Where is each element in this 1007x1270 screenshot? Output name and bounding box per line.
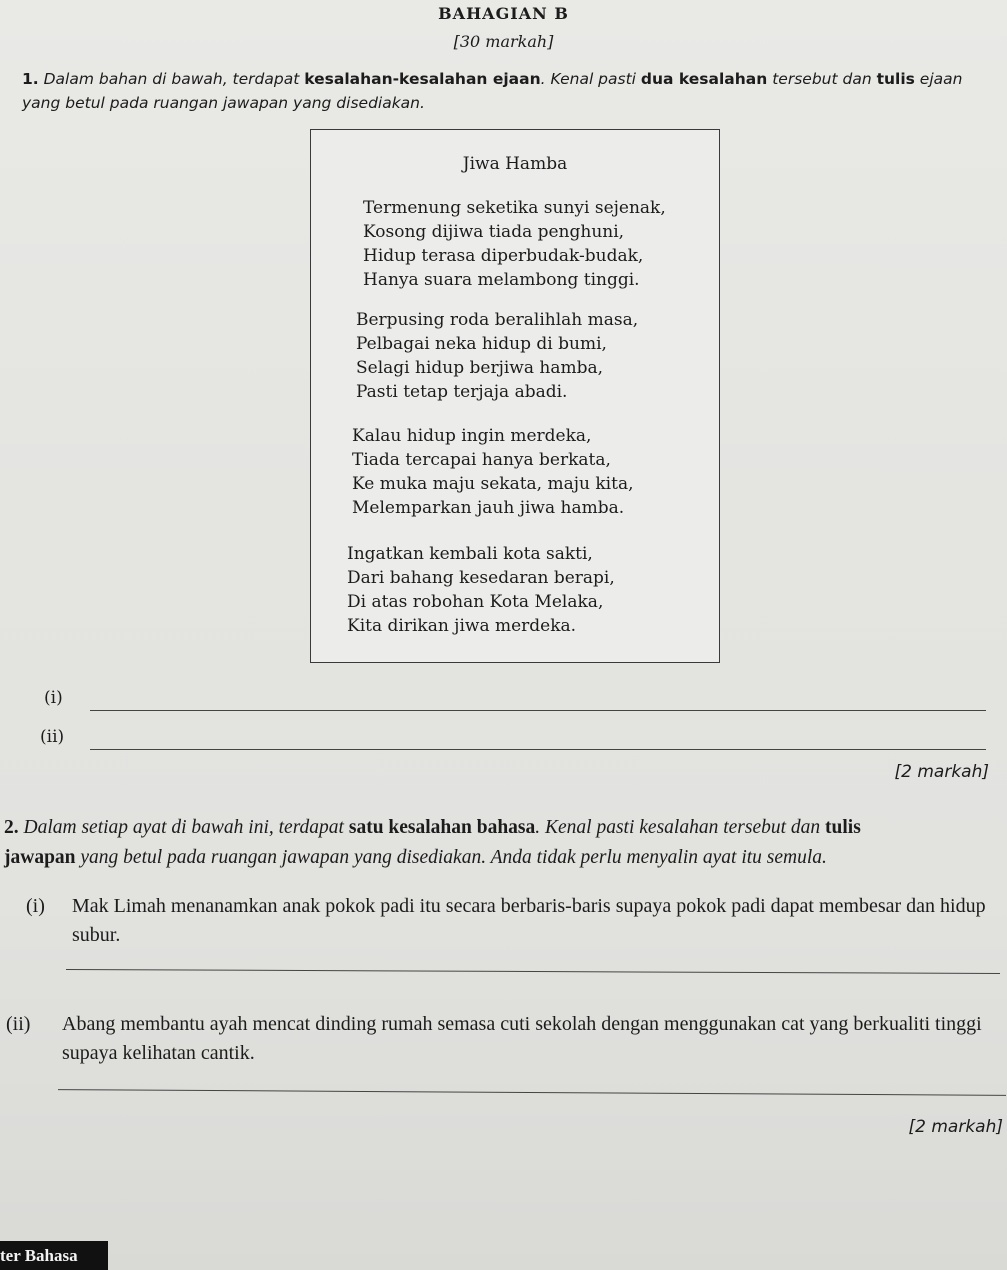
section-marks: [30 markah]: [453, 32, 554, 51]
poem-title: Jiwa Hamba: [462, 154, 568, 174]
answer-line-i[interactable]: [90, 710, 986, 711]
sentence-ii: [6, 1010, 1006, 1068]
answer-label-ii: (ii): [40, 727, 65, 747]
answer-line-ii[interactable]: [90, 749, 986, 750]
poem-stanza-1: Termenung seketika sunyi sejenak, Kosong dijiwa tiada penghuni, Hidup terasa diperbudak-budak, Hanya suara melambong tinggi.: [363, 198, 666, 290]
poem-stanza-3: Kalau hidup ingin merdeka, Tiada tercapai hanya berkata, Ke muka maju sekata, maju kita, Melemparkan jauh jiwa hamba.: [352, 426, 634, 518]
question-1-marks: [2 markah]: [894, 762, 989, 782]
answer-line-2ii[interactable]: [58, 1089, 1006, 1096]
sentence-i-text: Mak Limah menanamkan anak pokok padi itu secara berbaris-baris supaya pokok padi dapat membesar dan hidup subur.: [72, 895, 986, 946]
poem-stanza-2: Berpusing roda beralihlah masa, Pelbagai neka hidup di bumi, Selagi hidup berjiwa hamba, Pasti tetap terjaja abadi.: [356, 310, 639, 402]
section-title: BAHAGIAN B: [438, 4, 569, 23]
poem-stanza-4: Ingatkan kembali kota sakti, Dari bahang kesedaran berapi, Di atas robohan Kota Melaka, Kita dirikan jiwa merdeka.: [347, 544, 615, 636]
question-2-number: 2.: [4, 817, 19, 838]
question-2-instruction: 2. Dalam setiap ayat di bawah ini, terdapat satu kesalahan bahasa. Kenal pasti kesalahan tersebut dan tulis jawapan yang betul pada ruangan jawapan yang disediakan. Anda tidak perlu menyalin ayat itu semula.: [4, 817, 861, 868]
sentence-i: [26, 892, 997, 950]
question-1-number: 1.: [22, 70, 39, 88]
sentence-ii-text: Abang membantu ayah mencat dinding rumah semasa cuti sekolah dengan menggunakan cat yang berkualiti tinggi supaya kelihatan cantik.: [62, 1013, 982, 1064]
question-1-instruction: 1. Dalam bahan di bawah, terdapat kesalahan-kesalahan ejaan. Kenal pasti dua kesalahan tersebut dan tulis ejaan yang betul pada ruangan jawapan yang disediakan.: [22, 70, 963, 112]
sentence-i-label: (i): [26, 895, 45, 917]
sentence-ii-label: (ii): [6, 1013, 31, 1035]
poem-box: [310, 129, 720, 663]
answer-label-i: (i): [44, 688, 63, 708]
footer-label: ter Bahasa: [0, 1241, 108, 1270]
answer-line-2i[interactable]: [66, 969, 1000, 974]
question-2-marks: [2 markah]: [908, 1117, 1003, 1137]
